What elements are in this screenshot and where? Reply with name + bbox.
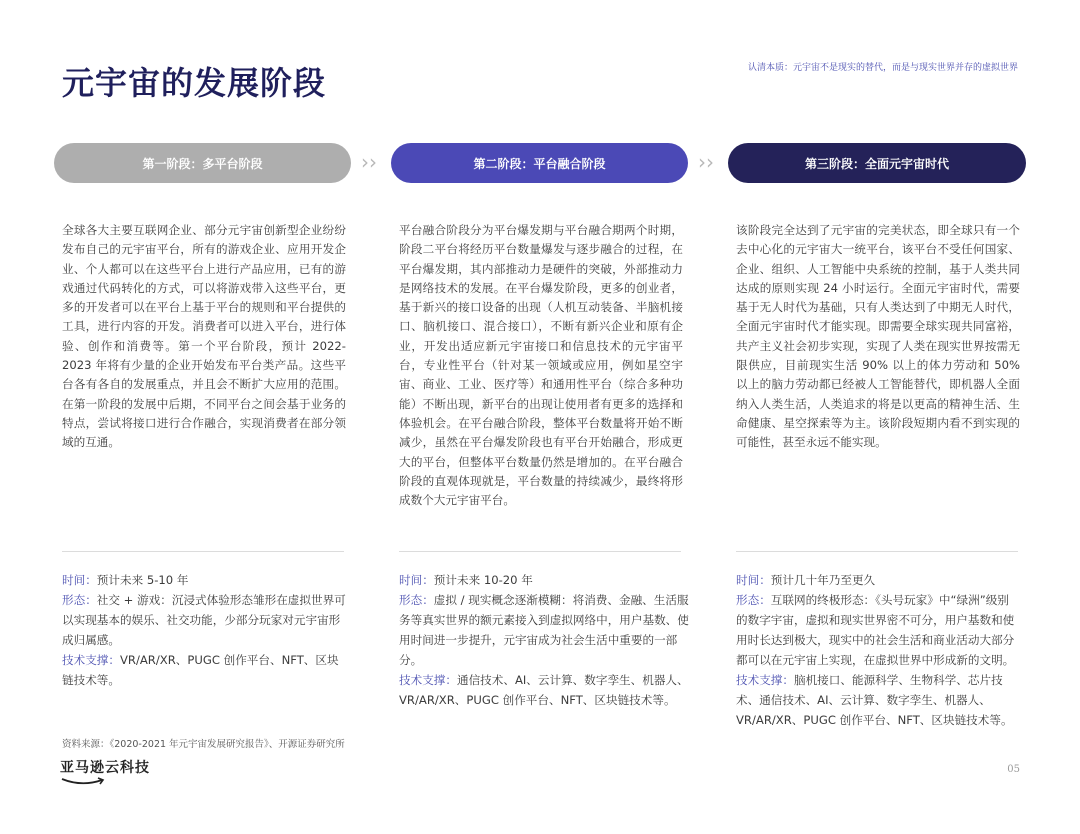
- time-row: [399, 570, 689, 590]
- time-label: 时间：: [62, 573, 97, 587]
- stage-1-header: 第一阶段：多平台阶段: [54, 143, 351, 183]
- stage-3-description: 该阶段完全达到了元宇宙的完美状态，即全球只有一个去中心化的元宇宙大一统平台，该平台不受任何国家、企业、组织、人工智能中央系统的控制，基于人类共同达成的原则实现 24 小时运行。全面元宇宙时代，需要基于无人时代为基础，只有人类达到了中期无人时代，全面元宇宙时代才能实现。即需要全球实现共同富裕，共产主义社会初步实现，实现了人类在现实世界按需无限供应，目前现实生活 90% 以上的体力劳动和 50% 以上的脑力劳动都已经被人工智能替代，即机器人全面纳入人类生活，人类追求的将是以更高的精神生活、生命健康、星空探索等为主。该阶段短期内看不到实现的可能性，甚至永远不能实现。: [736, 223, 1020, 450]
- form-value: 社交 + 游戏：沉浸式体验形态雏形在虚拟世界可以实现基本的娱乐、社交功能，少部分玩家对元宇宙形成归属感。: [62, 593, 346, 647]
- tech-row: [736, 670, 1020, 730]
- stage-2-header: 第二阶段：平台融合阶段: [391, 143, 688, 183]
- form-row: [62, 590, 346, 650]
- time-label: 时间：: [399, 573, 434, 587]
- tech-row: [399, 670, 689, 710]
- stage-1-details: [62, 570, 346, 690]
- double-chevron-right-icon: ››: [698, 150, 714, 174]
- logo: [60, 757, 150, 787]
- time-row: [736, 570, 1020, 590]
- tech-row: [62, 650, 346, 690]
- form-value: 虚拟 / 现实概念逐渐模糊：将消费、金融、生活服务等真实世界的额元素接入到虚拟网络中，用户基数、使用时间进一步提升，元宇宙成为社会生活中重要的一部分。: [399, 593, 689, 667]
- smile-arrow-icon: [60, 777, 108, 787]
- tech-label: 技术支撑：: [399, 673, 457, 687]
- page-title: 元宇宙的发展阶段: [62, 64, 327, 102]
- tech-value: VR/AR/XR、PUGC 创作平台、NFT、区块链技术等。: [62, 653, 339, 687]
- form-label: 形态：: [399, 593, 434, 607]
- stage-2-description: 平台融合阶段分为平台爆发期与平台融合期两个时期，阶段二平台将经历平台数量爆发与逐步融合的过程，在平台爆发期，其内部推动力是硬件的突破，外部推动力是网络技术的发展。在平台爆发阶段，更多的创业者，基于新兴的接口设备的出现（人机互动装备、半脑机接口、脑机接口、混合接口），不断有新兴企业和原有企业，开发出适应新元宇宙接口和信息技术的元宇宙平台，专业性平台（针对某一领域或应用，例如星空宇宙、商业、工业、医疗等）和通用性平台（综合多种功能）不断出现，新平台的出现让使用者有更多的选择和体验机会。在平台融合阶段，整体平台数量将开始不断减少，虽然在平台爆发阶段也有平台开始融合，形成更大的平台，但整体平台数量仍然是增加的。在平台融合阶段的直观体现就是，平台数量的持续减少，最终将形成数个大元宇宙平台。: [399, 223, 683, 508]
- form-row: [736, 590, 1020, 670]
- stage-2-details: [399, 570, 689, 710]
- time-value: 预计几十年乃至更久: [770, 573, 876, 587]
- time-row: [62, 570, 346, 590]
- tech-value: 脑机接口、能源科学、生物科学、芯片技术、通信技术、AI、云计算、数字孪生、机器人、VR/AR/XR、PUGC 创作平台、NFT、区块链技术等。: [736, 673, 1013, 727]
- tech-label: 技术支撑：: [736, 673, 794, 687]
- form-label: 形态：: [62, 593, 97, 607]
- stage-3-header: 第三阶段：全面元宇宙时代: [728, 143, 1026, 183]
- tech-label: 技术支撑：: [62, 653, 120, 667]
- divider: [399, 551, 681, 552]
- tech-value: 通信技术、AI、云计算、数字孪生、机器人、VR/AR/XR、PUGC 创作平台、NFT、区块链技术等。: [399, 673, 689, 707]
- divider: [736, 551, 1018, 552]
- form-value: 互联网的终极形态：《头号玩家》中“绿洲”级别的数字宇宙，虚拟和现实世界密不可分，用户基数和使用时长达到极大，现实中的社会生活和商业活动大部分都可以在元宇宙上实现，在虚拟世界中形成新的文明。: [736, 593, 1015, 667]
- source-note: 资料来源：《2020-2021 年元宇宙发展研究报告》、开源证券研究所: [62, 739, 345, 750]
- tagline: 认清本质：元宇宙不是现实的替代，而是与现实世界并存的虚拟世界: [747, 63, 1018, 73]
- time-label: 时间：: [736, 573, 771, 587]
- stage-3-details: [736, 570, 1020, 730]
- form-row: [399, 590, 689, 670]
- page-number: 05: [1007, 764, 1020, 775]
- time-value: 预计未来 10-20 年: [433, 573, 533, 587]
- time-value: 预计未来 5-10 年: [96, 573, 189, 587]
- form-label: 形态：: [736, 593, 771, 607]
- double-chevron-right-icon: ››: [361, 150, 377, 174]
- logo-text: 亚马逊云科技: [60, 760, 150, 776]
- stage-1-description: 全球各大主要互联网企业、部分元宇宙创新型企业纷纷发布自己的元宇宙平台，所有的游戏企业、应用开发企业、个人都可以在这些平台上进行产品应用，已有的游戏通过代码转化的方式，可以将游戏带入这些平台，更多的开发者可以在平台上基于平台的规则和平台提供的工具，进行内容的开发。消费者可以进入平台，进行体验、创作和消费等。第一个平台阶段，预计 2022-2023 年将有少量的企业开始发布平台类产品。这些平台各有各自的发展重点，并且会不断扩大应用的范围。在第一阶段的发展中后期，不同平台之间会基于业务的特点，尝试将接口进行合作融合，实现消费者在部分领域的互通。: [62, 223, 346, 450]
- divider: [62, 551, 344, 552]
